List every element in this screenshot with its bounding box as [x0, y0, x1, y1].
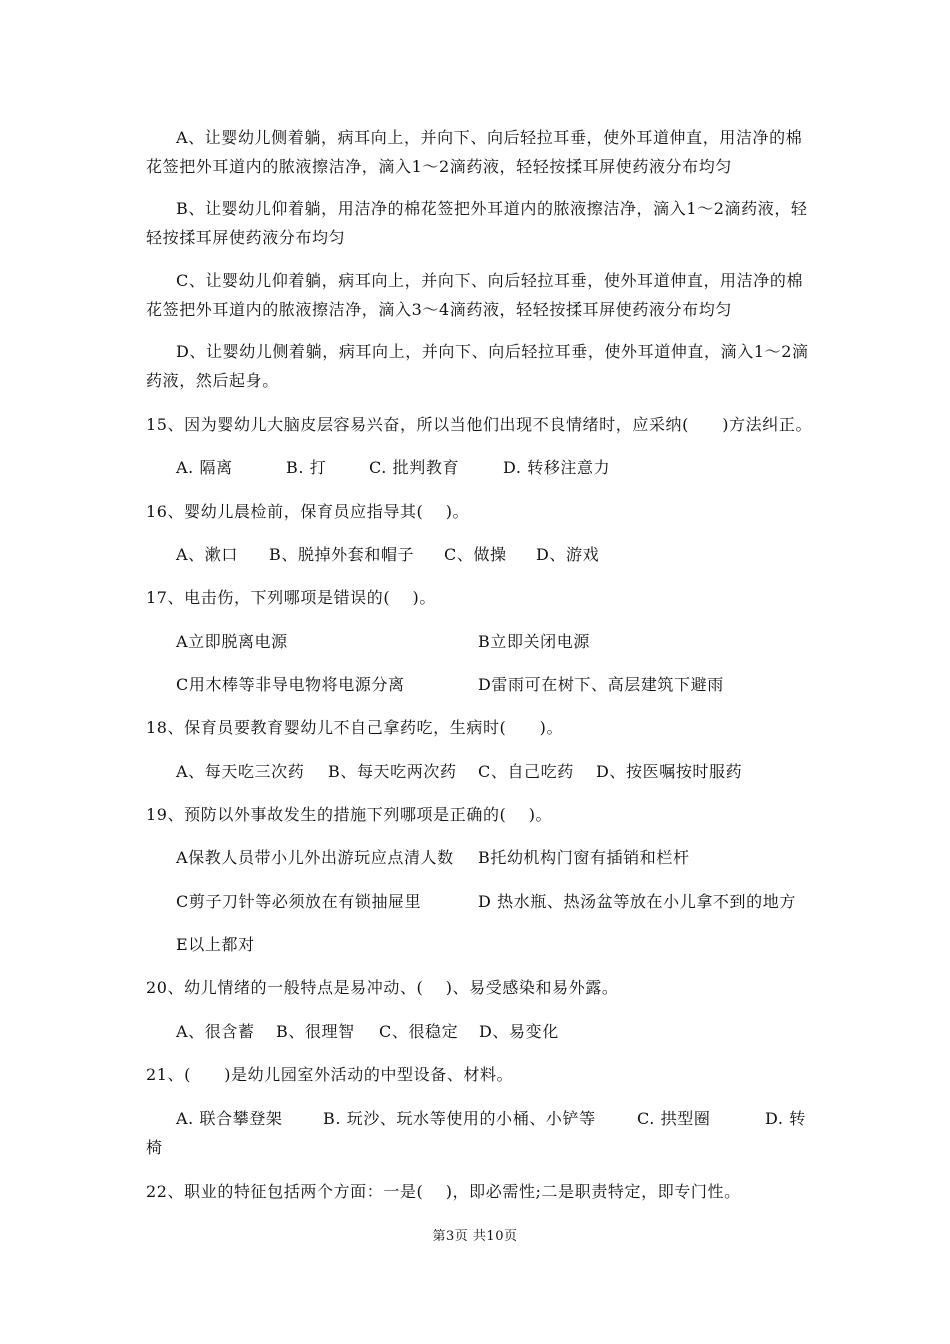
q14-option-c-line2: 花签把外耳道内的脓液擦洁净，滴入3～4滴药液，轻轻按揉耳屏使药液分布均匀 [146, 300, 732, 319]
q14-option-a-line2: 花签把外耳道内的脓液擦洁净，滴入1～2滴药液，轻轻按揉耳屏使药液分布均匀 [146, 157, 732, 176]
q19-stem: 19、预防以外事故发生的措施下列哪项是正确的( )。 [146, 805, 553, 824]
q14-option-d-line1: D、让婴幼儿侧着躺，病耳向上，并向下、向后轻拉耳垂，使外耳道伸直，滴入1～2滴 [176, 342, 809, 361]
q20-option-c: C、很稳定 [379, 1022, 459, 1041]
q17-stem: 17、电击伤，下列哪项是错误的( )。 [146, 588, 436, 607]
q18-stem: 18、保育员要教育婴幼儿不自己拿药吃，生病时( )。 [146, 718, 564, 737]
q15-option-d: D. 转移注意力 [503, 458, 611, 477]
q16-option-a: A、漱口 [176, 545, 238, 564]
q17-option-c: C用木棒等非导电物将电源分离 [176, 675, 405, 694]
q21-stem: 21、( )是幼儿园室外活动的中型设备、材料。 [146, 1065, 514, 1084]
q20-option-a: A、很含蓄 [176, 1022, 255, 1041]
q18-option-c: C、自己吃药 [478, 762, 574, 781]
q15-stem: 15、因为婴幼儿大脑皮层容易兴奋，所以当他们出现不良情绪时，应采纳( )方法纠正。 [146, 415, 813, 434]
q18-option-d: D、按医嘱按时服药 [596, 762, 743, 781]
q14-option-b-line2: 轻按揉耳屏使药液分布均匀 [146, 228, 346, 247]
q19-option-e: E以上都对 [176, 935, 255, 954]
q15-option-a: A. 隔离 [176, 458, 233, 477]
q17-option-b: B立即关闭电源 [478, 632, 590, 651]
q14-option-b-line1: B、让婴幼儿仰着躺，用洁净的棉花签把外耳道内的脓液擦洁净，滴入1～2滴药液，轻 [176, 199, 808, 218]
q18-option-a: A、每天吃三次药 [176, 762, 305, 781]
q19-option-b: B托幼机构门窗有插销和栏杆 [478, 848, 690, 867]
q14-option-c-line1: C、让婴幼儿仰着躺，病耳向上，并向下、向后轻拉耳垂，使外耳道伸直，用洁净的棉 [176, 271, 804, 290]
q19-option-c: C剪子刀针等必须放在有锁抽屉里 [176, 892, 422, 911]
q17-option-d: D雷雨可在树下、高层建筑下避雨 [478, 675, 724, 694]
page-footer: 第3页 共10页 [432, 1229, 518, 1244]
q16-option-b: B、脱掉外套和帽子 [269, 545, 415, 564]
q19-option-d: D 热水瓶、热汤盆等放在小儿拿不到的地方 [478, 892, 796, 911]
q14-option-a-line1: A、让婴幼儿侧着躺，病耳向上，并向下、向后轻拉耳垂，使外耳道伸直，用洁净的棉 [176, 128, 803, 147]
q21-option-d: D. 转 [765, 1109, 806, 1128]
q16-option-c: C、做操 [444, 545, 507, 564]
q21-option-a: A. 联合攀登架 [176, 1109, 283, 1128]
q16-stem: 16、婴幼儿晨检前，保育员应指导其( )。 [146, 502, 470, 521]
q21-option-b: B. 玩沙、玩水等使用的小桶、小铲等 [323, 1109, 596, 1128]
q15-option-b: B. 打 [286, 458, 327, 477]
q16-option-d: D、游戏 [536, 545, 600, 564]
q18-option-b: B、每天吃两次药 [328, 762, 457, 781]
q21-option-c: C. 拱型圈 [637, 1109, 711, 1128]
q15-option-c: C. 批判教育 [369, 458, 460, 477]
q22-stem: 22、职业的特征包括两个方面：一是( )，即必需性;二是职责特定，即专门性。 [146, 1182, 741, 1201]
q21-option-d-continuation: 椅 [146, 1138, 163, 1157]
q19-option-a: A保教人员带小儿外出游玩应点清人数 [176, 848, 454, 867]
q20-stem: 20、幼儿情绪的一般特点是易冲动、( )、易受感染和易外露。 [146, 978, 619, 997]
q20-option-b: B、很理智 [276, 1022, 355, 1041]
q14-option-d-line2: 药液，然后起身。 [146, 371, 279, 390]
q17-option-a: A立即脱离电源 [176, 632, 288, 651]
q20-option-d: D、易变化 [479, 1022, 559, 1041]
